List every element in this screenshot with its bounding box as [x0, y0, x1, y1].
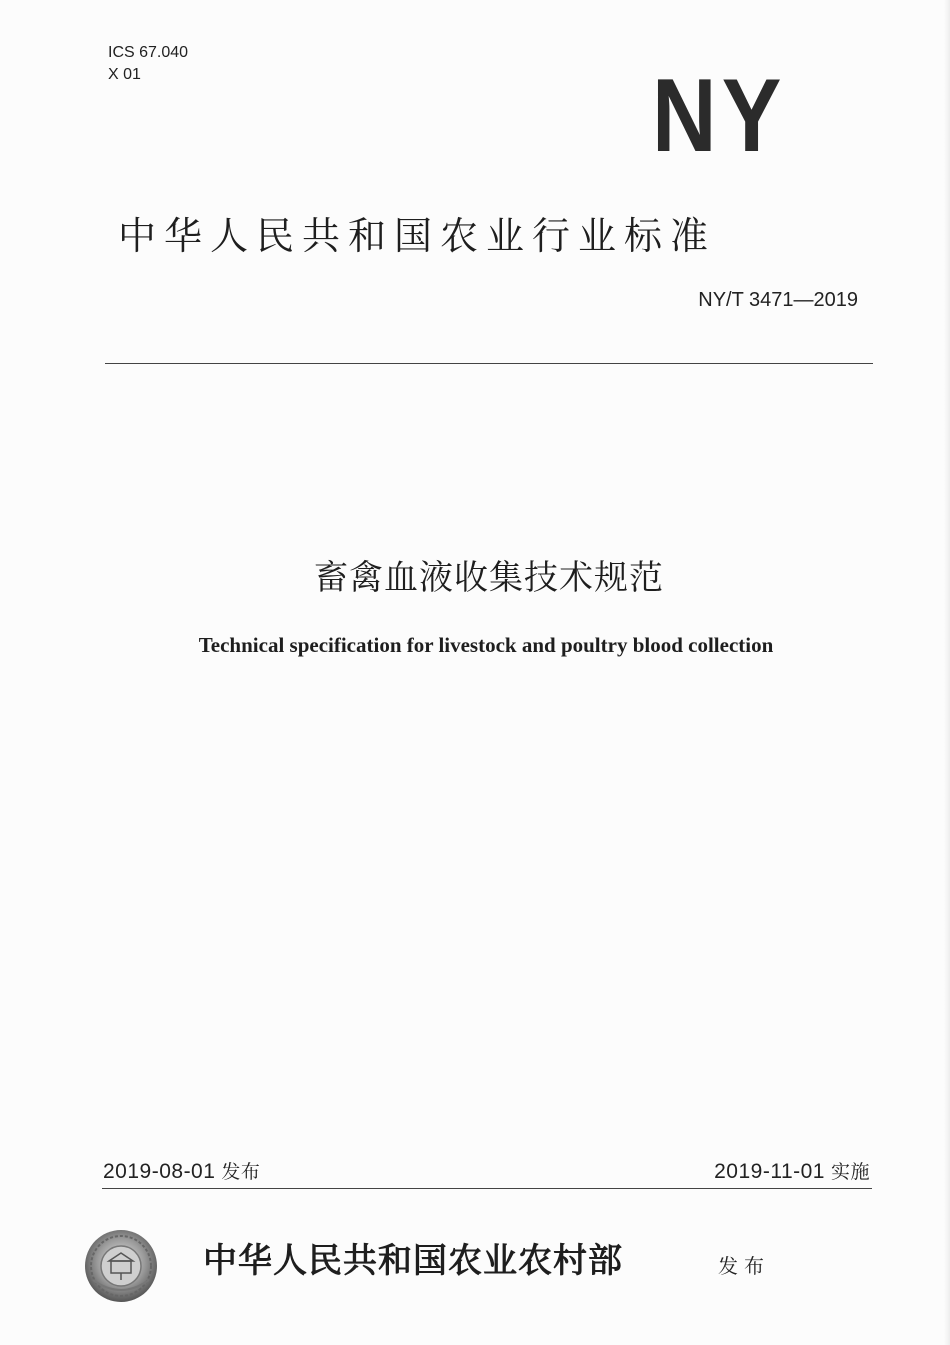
- publisher-action: 发布: [718, 1254, 770, 1278]
- release-label: 发布: [221, 1161, 261, 1183]
- publisher-name: 中华人民共和国农业农村部: [203, 1241, 623, 1281]
- standard-code: NY/T 3471—2019: [698, 289, 858, 311]
- page-edge-shadow: [944, 0, 950, 1345]
- ics-code: ICS 67.040: [108, 44, 189, 61]
- document-title-en: Technical specification for livestock and poultry blood collection: [198, 633, 774, 657]
- implement-label: 实施: [830, 1161, 870, 1183]
- ccs-code: X 01: [108, 66, 141, 83]
- top-divider: [105, 363, 873, 364]
- release-date-line: [103, 1157, 260, 1184]
- classification-codes: [108, 42, 188, 86]
- implement-date: 2019-11-01: [714, 1160, 825, 1183]
- national-emblem-icon: [83, 1228, 159, 1304]
- standard-category-title: 中华人民共和国农业行业标准: [118, 214, 717, 258]
- ny-logo: NY: [652, 58, 787, 174]
- release-date: 2019-08-01: [103, 1160, 216, 1183]
- document-title-cn: 畜禽血液收集技术规范: [314, 558, 664, 598]
- bottom-divider: [102, 1188, 872, 1189]
- implement-date-line: [714, 1157, 870, 1184]
